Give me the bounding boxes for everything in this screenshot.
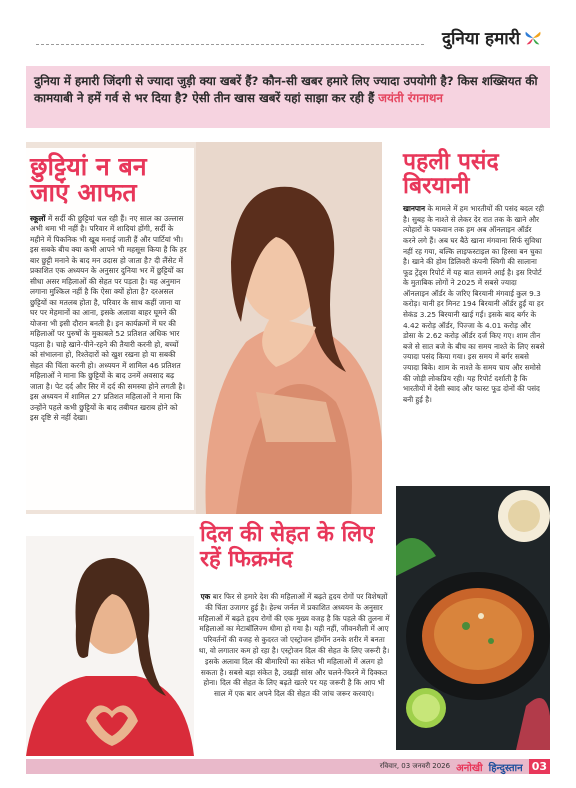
intro-text <box>34 73 542 107</box>
intro-question-text: दुनिया में हमारी जिंदगी से ज्यादा जुड़ी क्या खबरें हैं? कौन-सी खबर हमारे लिए ज्यादा उपयोगी है? किस शख्सियत की कामयाबी ने हमें गर्व से भर दिया है? ऐसी तीन खास खबरें यहां साझा कर रही हैं <box>34 74 538 106</box>
page-number: 03 <box>529 759 550 774</box>
story-holidays-lead: स्कूलों <box>30 213 46 223</box>
story-biryani-headline: पहली पसंद बिरयानी <box>403 148 499 200</box>
biryani-photo <box>396 486 550 750</box>
story-biryani <box>397 150 549 405</box>
story-biryani-lead: खानपान <box>403 204 425 214</box>
story-holidays-card <box>24 148 194 510</box>
story-heart-headline: दिल की सेहत के लिए रहें फिक्रमंद <box>200 521 375 573</box>
story-biryani-body <box>397 204 549 405</box>
section-brand <box>442 26 542 49</box>
butterfly-logo-icon <box>524 29 542 47</box>
story-holidays-text: में सर्दी की छुट्टियां चल रही हैं। नए साल का उल्लास अभी थमा भी नहीं है। परिवार में शादियां होंगी, सर्दी के महीने में पिकनिक भी खूब मनाई जाती हैं और पार्टियां भी। इस सबके बीच क्या कभी आपने भी महसूस किया है कि हर बार छुट्टी मनाने के बाद मन उदास हो जाता है? दी लैंसेट में प्रकाशित एक अध्ययन के अनुसार दुनिया भर में छुट्टियों का सीधा असर महिलाओं की सेहत पर पड़ता है। यह अनुमान लगाना मुश्किल नहीं है कि ऐसा क्यों होता है? दरअसल छुट्टियों का मतलब होता है, परिवार के साथ कहीं जाना या घर पर मेहमानों का आना, इसके अलावा बाहर घूमने की योजना भी इसी दौरान बनती है। इन कार्यक्रमों में घर की महिलाओं पर पुरुषों के मुकाबले 52 प्रतिशत अधिक भार पड़ता है। चाहे खाने-पीने-रहने की तैयारी करनी हो, बच्चों को संभालना हो, रिश्तेदारों को खुश रखना हो या सबकी सेहत की चिंता करनी हो। अध्ययन में शामिल 46 प्रतिशत महिलाओं ने माना कि छुट्टियों के बाद उनमें अवसाद बढ़ जाता है। पेट दर्द और सिर में दर्द की समस्या होने लगती है। इस अध्ययन में शामिल 27 प्रतिशत महिलाओं ने माना कि उन्होंने पहले कभी छुट्टियों के बाद तबीयत खराब होने को इस दृष्टि से नहीं देखा। <box>30 213 187 423</box>
story-heart-lead: एक <box>200 592 211 601</box>
author-name: जयंती रंगनाथन <box>378 91 443 106</box>
intro-band <box>26 66 550 128</box>
story-holidays-body <box>30 214 188 424</box>
issue-date: रविवार, 03 जनवरी 2026 <box>379 762 451 770</box>
story-heart-body <box>198 592 390 700</box>
section-title: दुनिया हमारी <box>442 29 520 49</box>
story-holidays-headline: छुट्टियां न बन जाएं आफत <box>30 152 147 208</box>
supplement-name: अनोखी <box>456 762 483 774</box>
story-biryani-text: के मामले में हम भारतीयों की पसंद बदल रही है। सुबह के नाश्ते से लेकर देर रात तक के खाने और त्योहारों के पकवान तक हम अब ऑनलाइन ऑर्डर करने लगे हैं। अब घर बैठे खाना मंगवाना सिर्फ सुविधा नहीं रह गया, बल्कि लाइफस्टाइल का हिस्सा बन चुका है। खाने की होम डिलिवरी कंपनी स्विगी की सालाना फूड ट्रेंड्स रिपोर्ट में यह बात सामने आई है। इस रिपोर्ट के मुताबिक लोगों ने 2025 में सबसे ज्यादा ऑनलाइन ऑर्डर के जरिए बिरयानी मंगवाई कुल 9.3 करोड़। यानी हर मिनट 194 बिरयानी ऑर्डर हुईं या हर सेकंड 3.25 बिरयानी खाई गईं। इसके बाद बर्गर के 4.42 करोड़ ऑर्डर, पिज्जा के 4.01 करोड़ और डोसा के 2.62 करोड़ ऑर्डर दर्ज किए गए। शाम तीन बजे से सात बजे के बीच का समय नाश्ते के लिए सबसे ज्यादा पसंद किया गया। इस समय में बर्गर सबसे ज्यादा बिके। शाम के नाश्ते के समय चाय और समोसे की जोड़ी लोकप्रिय रही। यह रिपोर्ट दर्शाती है कि भारतीयों में देसी स्वाद और फास्ट फूड दोनों की पसंद बनी हुई है। <box>403 204 545 404</box>
newspaper-name: हिन्दुस्तान <box>488 762 523 774</box>
story-heart-text: बार फिर से हमारे देश की महिलाओं में बढ़ते हृदय रोगों पर विशेषज्ञों की चिंता उजागर हुई है। हेल्थ जर्नल में प्रकाशित अध्ययन के अनुसार महिलाओं में बढ़ते हृदय रोगों की एक मुख्य वजह है कि पहले की तुलना में महिलाओं का मेटाबॉलिज्म धीमा हो गया है। यही नहीं, जीवनशैली में आए परिवर्तनों की वजह से कुदरत जो एस्ट्रोजन हॉर्मोन उनके शरीर में बनता था, वो लगातार कम हो रहा है। एस्ट्रोजन दिल की सेहत के लिए जरूरी है। इसके अलावा दिल की बीमारियों का संकेत भी महिलाओं में अलग हो सकता है। सबसे बड़ा संकेत है, उखड़ी सांस और चलने-फिरने में दिक्कत होना। दिल की सेहत के लिए बढ़ते खतरे पर यह जरूरी है कि आप भी साल में एक बार अपने दिल की सेहत की जांच जरूर करवाएं। <box>198 592 390 699</box>
footer <box>380 759 550 774</box>
header-rule <box>36 44 424 45</box>
woman-heart-hands-photo <box>26 536 194 756</box>
